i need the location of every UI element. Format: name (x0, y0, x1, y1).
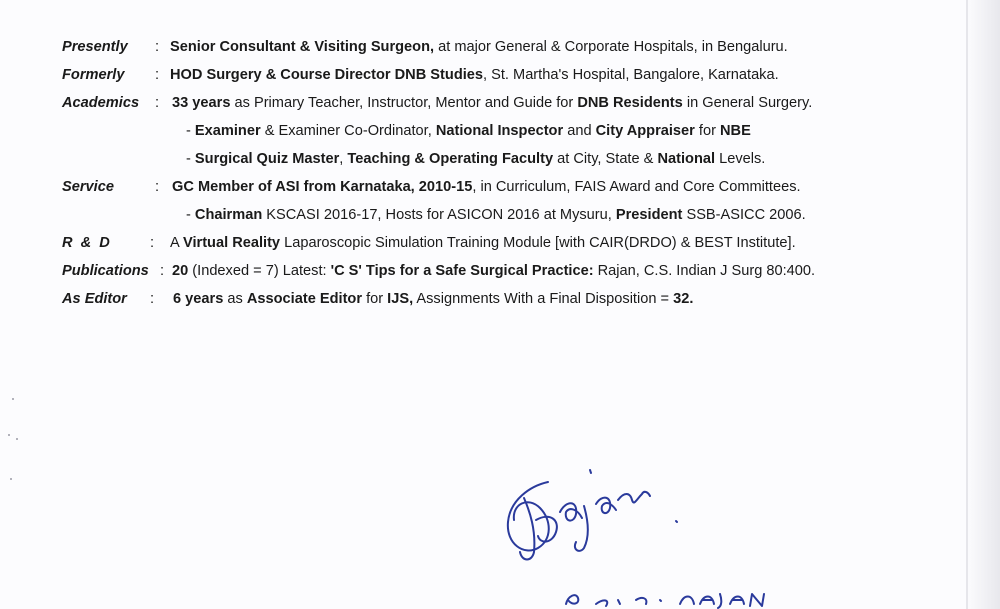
entry-colon: : (155, 39, 160, 55)
text-segment: KSCASI 2016-17, Hosts for ASICON 2016 at Mysuru, (262, 207, 616, 223)
text-segment: Levels. (715, 151, 766, 167)
entry-label: Academics (62, 95, 140, 111)
text-segment: and (563, 123, 596, 139)
entry-colon: : (155, 179, 160, 195)
text-segment: - (186, 207, 195, 223)
bold-text-segment: City Appraiser (595, 123, 695, 139)
text-segment: as (223, 291, 247, 307)
text-segment: as Primary Teacher, Instructor, Mentor and Guide for (230, 95, 578, 111)
bold-text-segment: 6 years (173, 291, 224, 307)
bold-text-segment: National (657, 151, 716, 167)
text-segment: at major General & Corporate Hospitals, in Bengaluru. (434, 39, 788, 55)
bold-text-segment: Surgical Quiz Master (194, 151, 340, 167)
bold-text-segment: NBE (719, 123, 751, 139)
text-segment: Assignments With a Final Disposition = (413, 291, 674, 307)
text-segment: for (694, 123, 720, 139)
bold-text-segment: GC Member of ASI from Karnataka, 2010-15 (172, 179, 473, 195)
text-segment: , (339, 151, 348, 167)
entry-colon: : (160, 263, 165, 279)
bold-text-segment: Virtual Reality (182, 235, 281, 251)
bold-text-segment: 33 years (172, 95, 231, 111)
text-segment: & Examiner Co-Ordinator, (260, 123, 436, 139)
bold-text-segment: Associate Editor (246, 291, 363, 307)
bold-text-segment: Teaching & Operating Faculty (347, 151, 554, 167)
entry-colon: : (150, 235, 155, 251)
bold-text-segment: IJS, (387, 291, 414, 307)
entry-label: Formerly (62, 67, 125, 83)
bold-text-segment: National Inspector (435, 123, 564, 139)
signature-text: Rajan (0, 0, 3, 1)
text-segment: , St. Martha's Hospital, Bangalore, Karnataka. (483, 67, 779, 83)
entry-colon: : (150, 291, 155, 307)
bold-text-segment: 20 (172, 263, 189, 279)
entry-colon: : (155, 67, 160, 83)
text-segment: - (186, 123, 195, 139)
text-segment: in General Surgery. (682, 95, 813, 111)
text-segment: Laparoscopic Simulation Training Module [with CAIR(DRDO) & BEST Institute]. (280, 235, 796, 251)
bold-text-segment: HOD Surgery & Course Director DNB Studies (170, 67, 484, 83)
text-segment: for (362, 291, 388, 307)
text-segment: at City, State & (553, 151, 658, 167)
entry-label: Service (62, 179, 114, 195)
bold-text-segment: DNB Residents (577, 95, 683, 111)
bold-text-segment: Examiner (194, 123, 261, 139)
bold-text-segment: Chairman (194, 207, 263, 223)
text-segment: Rajan, C.S. Indian J Surg 80:400. (593, 263, 816, 279)
bold-text-segment: Senior Consultant & Visiting Surgeon, (170, 39, 435, 55)
bold-text-segment: 'C S' Tips for a Safe Surgical Practice: (330, 263, 594, 279)
entry-label: R & D (62, 235, 112, 251)
entry-label: Publications (62, 263, 149, 279)
entry-colon: : (155, 95, 160, 111)
entry-label: As Editor (62, 291, 127, 307)
bold-text-segment: 32. (673, 291, 694, 307)
text-segment: , in Curriculum, FAIS Award and Core Committees. (472, 179, 801, 195)
bold-text-segment: President (615, 207, 683, 223)
text-segment: - (186, 151, 195, 167)
text-segment: A (170, 235, 183, 251)
text-segment: SSB-ASICC 2006. (682, 207, 806, 223)
entry-label: Presently (62, 39, 128, 55)
text-segment: (Indexed = 7) Latest: (188, 263, 331, 279)
